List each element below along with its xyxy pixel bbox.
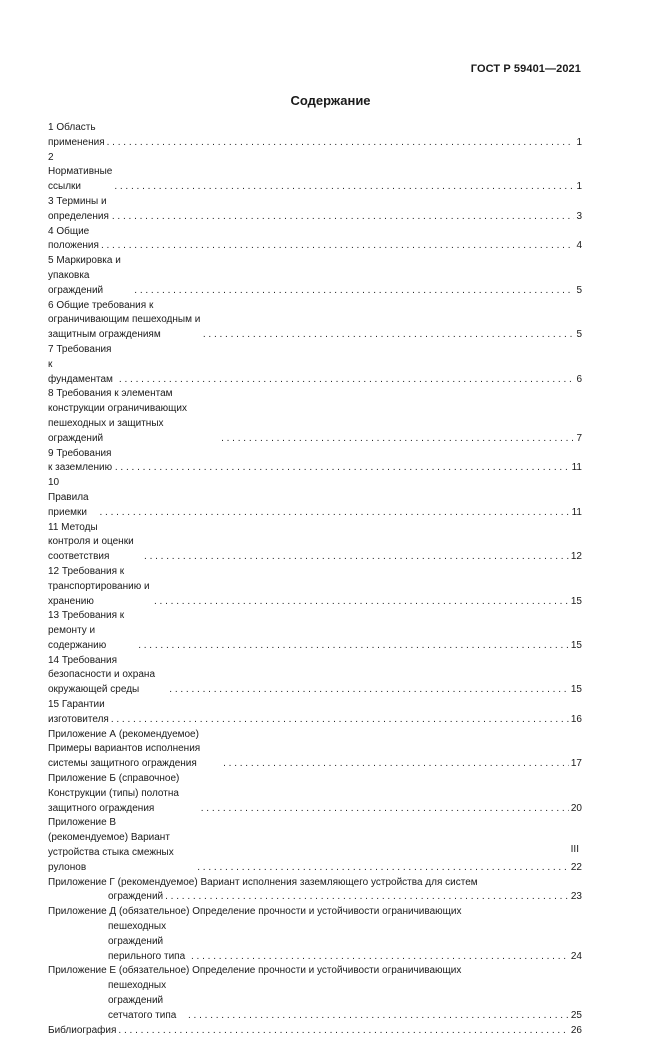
leader-dots: [119, 373, 575, 388]
toc-entry-text: 8 Требования к элементам конструкции ограничивающих пешеходных и защитных ограждений: [48, 388, 187, 444]
toc-entries: [48, 121, 582, 876]
leader-dots: [201, 802, 569, 817]
toc-entry-line1: Приложение Е (обязательное) Определение прочности и устойчивости ограничивающих: [48, 965, 462, 977]
toc-entry-page: 11: [571, 462, 582, 474]
toc-entry-text: 5 Маркировка и упаковка ограждений: [48, 255, 121, 296]
leader-dots: [197, 861, 569, 876]
toc-entry[interactable]: [48, 225, 582, 255]
toc-entry-text: 4 Общие положения: [48, 225, 99, 252]
toc-entry[interactable]: [48, 447, 582, 477]
toc-entry-appendix-g[interactable]: [48, 876, 582, 906]
leader-dots: [118, 1024, 568, 1038]
leader-dots: [138, 639, 569, 654]
leader-dots: [107, 136, 575, 151]
toc-entry-appendix-e[interactable]: [48, 964, 582, 1023]
toc-entry[interactable]: [48, 299, 582, 343]
leader-dots: [223, 757, 569, 772]
toc-entry[interactable]: [48, 521, 582, 565]
toc-entry-text: 13 Требования к ремонту и содержанию: [48, 610, 125, 651]
toc-entry-page: 15: [570, 639, 582, 651]
toc-entry-page: 15: [570, 595, 582, 607]
toc-entry[interactable]: [48, 121, 582, 151]
toc-entry[interactable]: [48, 195, 582, 225]
toc-entry[interactable]: [48, 151, 582, 195]
toc-entry-page: 24: [570, 950, 582, 962]
toc-entry[interactable]: [48, 254, 582, 298]
toc-entry-text: 15 Гарантии изготовителя: [48, 699, 109, 725]
toc-entry-page: 25: [570, 1009, 582, 1021]
leader-dots: [169, 683, 569, 698]
toc-entry-page: 4: [576, 240, 582, 252]
toc-entry-text: 9 Требования к заземлению: [48, 447, 113, 474]
toc-entry-text: Библиография: [48, 1024, 117, 1036]
toc-entry-page: 3: [576, 210, 582, 222]
toc-entry-text: 14 Требования безопасности и охрана окружающей среды: [48, 654, 156, 696]
toc-entry-page: 6: [576, 373, 582, 385]
toc-entry-page: 5: [576, 284, 582, 296]
toc-entry-line1: Приложение Д (обязательное) Определение прочности и устойчивости ограничивающих: [48, 906, 462, 918]
page-number: III: [570, 844, 579, 855]
toc-entry-line1: Приложение Г (рекомендуемое) Вариант исполнения заземляющего устройства для систем: [48, 876, 478, 888]
toc-entry[interactable]: [48, 654, 582, 698]
toc-entry-text: 3 Термины и определения: [48, 195, 109, 222]
toc-entry-page: 22: [570, 861, 582, 873]
toc-entry[interactable]: [48, 476, 582, 520]
toc-entry-line2: пешеходных ограждений сетчатого типа: [108, 980, 177, 1021]
toc-entry[interactable]: [48, 816, 582, 875]
toc-entry-page: 12: [570, 551, 582, 563]
toc-entry-page: 16: [570, 713, 582, 725]
standard-code: ГОСТ Р 59401—2021: [470, 63, 581, 75]
toc-entry-text: Приложение Б (справочное) Конструкции (типы) полотна защитного ограждения: [48, 773, 180, 814]
toc-entry-page: 15: [570, 684, 582, 696]
toc-entry[interactable]: [48, 609, 582, 653]
toc-title: Содержание: [290, 93, 371, 108]
leader-dots: [115, 461, 570, 476]
toc-entry-line2: ограждений: [108, 891, 164, 903]
toc-entry-line2: пешеходных ограждений перильного типа: [108, 921, 186, 962]
toc-entry-text: 12 Требования к транспортированию и хранению: [48, 565, 150, 607]
leader-dots: [165, 890, 569, 905]
toc-entry[interactable]: [48, 565, 582, 609]
toc-entry-text: 10 Правила приемки: [48, 477, 89, 518]
toc-entry-page: 23: [570, 891, 582, 903]
leader-dots: [144, 550, 569, 565]
toc-entry-text: Приложение А (рекомендуемое) Примеры вариантов исполнения системы защитного ограждения: [48, 728, 201, 770]
leader-dots: [203, 328, 575, 343]
toc-entry-text: 2 Нормативные ссылки: [48, 151, 113, 193]
toc-entry-page: 17: [570, 758, 582, 770]
toc-entry[interactable]: [48, 343, 582, 387]
leader-dots: [114, 180, 574, 195]
toc-entry-page: 1: [576, 136, 582, 148]
toc-entry-page: 7: [576, 432, 582, 444]
toc-entry-page: 5: [576, 329, 582, 341]
toc-entry-page: 11: [571, 506, 582, 518]
toc-entry-page: 26: [570, 1024, 582, 1036]
leader-dots: [101, 239, 575, 254]
toc-entry-text: 11 Методы контроля и оценки соответствия: [48, 521, 134, 563]
toc-entry-page: 20: [570, 802, 582, 814]
toc-entry[interactable]: [48, 728, 582, 772]
toc-entry[interactable]: [48, 772, 582, 816]
leader-dots: [111, 713, 569, 728]
toc-entry-text: 1 Область применения: [48, 122, 105, 148]
table-of-contents: [48, 121, 582, 1038]
toc-entry[interactable]: [48, 698, 582, 728]
leader-dots: [100, 506, 570, 521]
leader-dots: [112, 210, 575, 225]
toc-entry-page: 1: [576, 181, 582, 193]
leader-dots: [188, 1009, 569, 1024]
toc-entry-text: 7 Требования к фундаментам: [48, 343, 113, 385]
toc-entry-text: Приложение В (рекомендуемое) Вариант устройства стыка смежных рулонов: [48, 817, 174, 873]
toc-entry[interactable]: [48, 387, 582, 446]
toc-entry-bibliography[interactable]: [48, 1024, 582, 1038]
leader-dots: [221, 432, 574, 447]
leader-dots: [154, 595, 569, 610]
leader-dots: [191, 950, 569, 965]
leader-dots: [134, 284, 574, 299]
toc-entry-text: 6 Общие требования к ограничивающим пешеходным и защитным ограждениям: [48, 299, 201, 341]
